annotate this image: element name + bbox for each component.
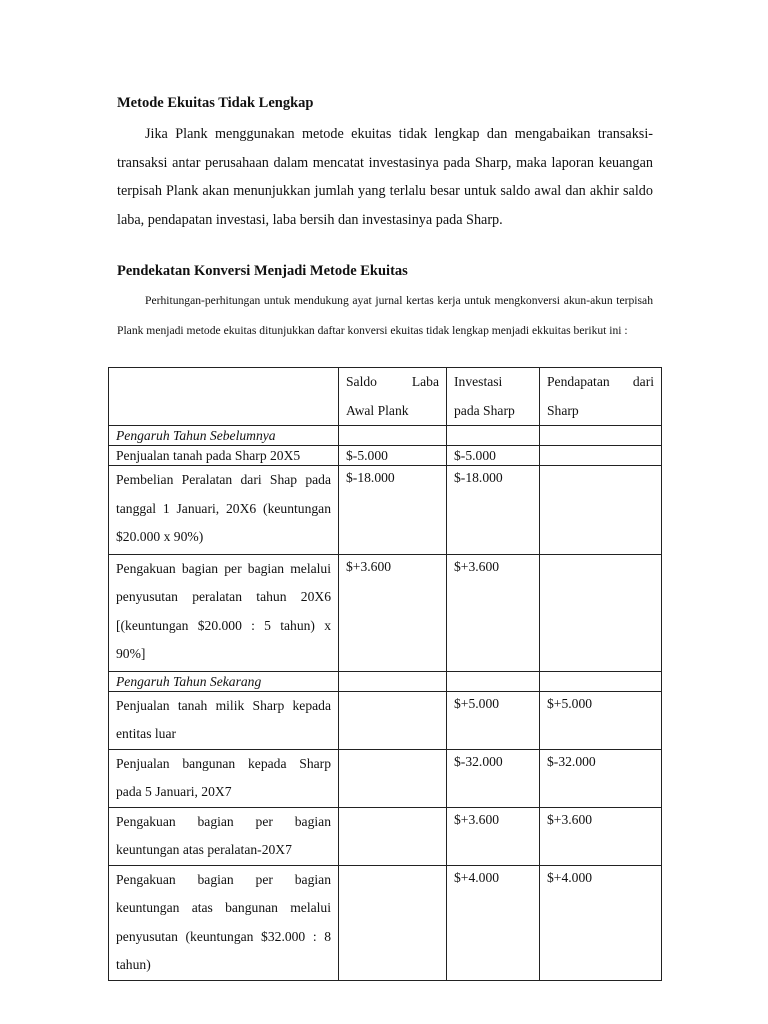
row-saldo: $-18.000 bbox=[339, 466, 447, 555]
section-label-prior: Pengaruh Tahun Sebelumnya bbox=[109, 426, 339, 446]
row-description: Pengakuan bagian per bagian keuntungan atas bangunan melalui penyusutan (keuntungan $32.000 : 8 tahun) bbox=[109, 865, 339, 980]
row-pendapatan: $+5.000 bbox=[540, 691, 662, 749]
row-investasi: $+3.600 bbox=[447, 807, 540, 865]
empty-cell bbox=[540, 426, 662, 446]
row-saldo bbox=[339, 691, 447, 749]
row-description: Pengakuan bagian per bagian keuntungan atas peralatan-20X7 bbox=[109, 807, 339, 865]
heading-pendekatan-konversi: Pendekatan Konversi Menjadi Metode Ekuitas bbox=[117, 263, 408, 279]
header-investasi bbox=[447, 368, 540, 426]
header-awal-plank: Awal Plank bbox=[346, 402, 409, 418]
header-saldo-word: Saldo bbox=[346, 374, 377, 389]
empty-cell bbox=[447, 671, 540, 691]
row-investasi: $-32.000 bbox=[447, 749, 540, 807]
paragraph-pendekatan-konversi: Perhitungan-perhitungan untuk mendukung ayat jurnal kertas kerja untuk mengkonversi akun-akun terpisah Plank menjadi metode ekuitas ditunjukkan daftar konversi ekuitas tidak lengkap menjadi ekkuitas berikut ini : bbox=[117, 294, 653, 337]
row-investasi: $+3.600 bbox=[447, 554, 540, 671]
table-row bbox=[109, 691, 662, 749]
header-description bbox=[109, 368, 339, 426]
header-investasi-word: Investasi bbox=[454, 374, 503, 389]
row-pendapatan: $+4.000 bbox=[540, 865, 662, 980]
row-investasi: $-18.000 bbox=[447, 466, 540, 555]
row-description: Pengakuan bagian per bagian melalui penyusutan peralatan tahun 20X6 [(keuntungan $20.000 : 5 tahun) x 90%] bbox=[109, 554, 339, 671]
row-saldo bbox=[339, 865, 447, 980]
header-pada-sharp: pada Sharp bbox=[454, 402, 515, 418]
row-description: Penjualan tanah milik Sharp kepada entitas luar bbox=[109, 691, 339, 749]
header-laba-word: Laba bbox=[411, 374, 439, 389]
section-row-prior bbox=[109, 426, 662, 446]
row-pendapatan: $+3.600 bbox=[540, 807, 662, 865]
table-header-row bbox=[109, 368, 662, 426]
table-row bbox=[109, 466, 662, 555]
row-pendapatan bbox=[540, 446, 662, 466]
conversion-table bbox=[108, 367, 662, 981]
row-investasi: $-5.000 bbox=[447, 446, 540, 466]
row-saldo: $+3.600 bbox=[339, 554, 447, 671]
header-pendapatan bbox=[540, 368, 662, 426]
row-pendapatan bbox=[540, 554, 662, 671]
row-description: Penjualan bangunan kepada Sharp pada 5 Januari, 20X7 bbox=[109, 749, 339, 807]
row-saldo bbox=[339, 749, 447, 807]
row-investasi: $+5.000 bbox=[447, 691, 540, 749]
table-row bbox=[109, 446, 662, 466]
row-pendapatan: $-32.000 bbox=[540, 749, 662, 807]
table-row bbox=[109, 807, 662, 865]
row-description: Penjualan tanah pada Sharp 20X5 bbox=[109, 446, 339, 466]
empty-cell bbox=[339, 426, 447, 446]
table-row bbox=[109, 554, 662, 671]
section-label-current: Pengaruh Tahun Sekarang bbox=[109, 671, 339, 691]
section-row-current bbox=[109, 671, 662, 691]
row-saldo bbox=[339, 807, 447, 865]
table-row bbox=[109, 865, 662, 980]
row-pendapatan bbox=[540, 466, 662, 555]
empty-cell bbox=[339, 671, 447, 691]
header-pendapatan-word: Pendapatan bbox=[547, 374, 610, 389]
empty-cell bbox=[540, 671, 662, 691]
header-saldo-laba bbox=[339, 368, 447, 426]
empty-cell bbox=[447, 426, 540, 446]
row-description: Pembelian Peralatan dari Shap pada tanggal 1 Januari, 20X6 (keuntungan $20.000 x 90%) bbox=[109, 466, 339, 555]
header-dari-word: dari bbox=[632, 374, 654, 389]
row-investasi: $+4.000 bbox=[447, 865, 540, 980]
table-row bbox=[109, 749, 662, 807]
paragraph-metode-ekuitas: Jika Plank menggunakan metode ekuitas tidak lengkap dan mengabaikan transaksi-transaksi antar perusahaan dalam mencatat investasinya pada Sharp, maka laporan keuangan terpisah Plank akan menunjukkan jumlah yang terlalu besar untuk saldo awal dan akhir saldo laba, pendapatan investasi, laba bersih dan investasinya pada Sharp. bbox=[117, 126, 653, 228]
heading-metode-ekuitas: Metode Ekuitas Tidak Lengkap bbox=[117, 95, 314, 111]
header-sharp-word: Sharp bbox=[547, 402, 579, 418]
row-saldo: $-5.000 bbox=[339, 446, 447, 466]
